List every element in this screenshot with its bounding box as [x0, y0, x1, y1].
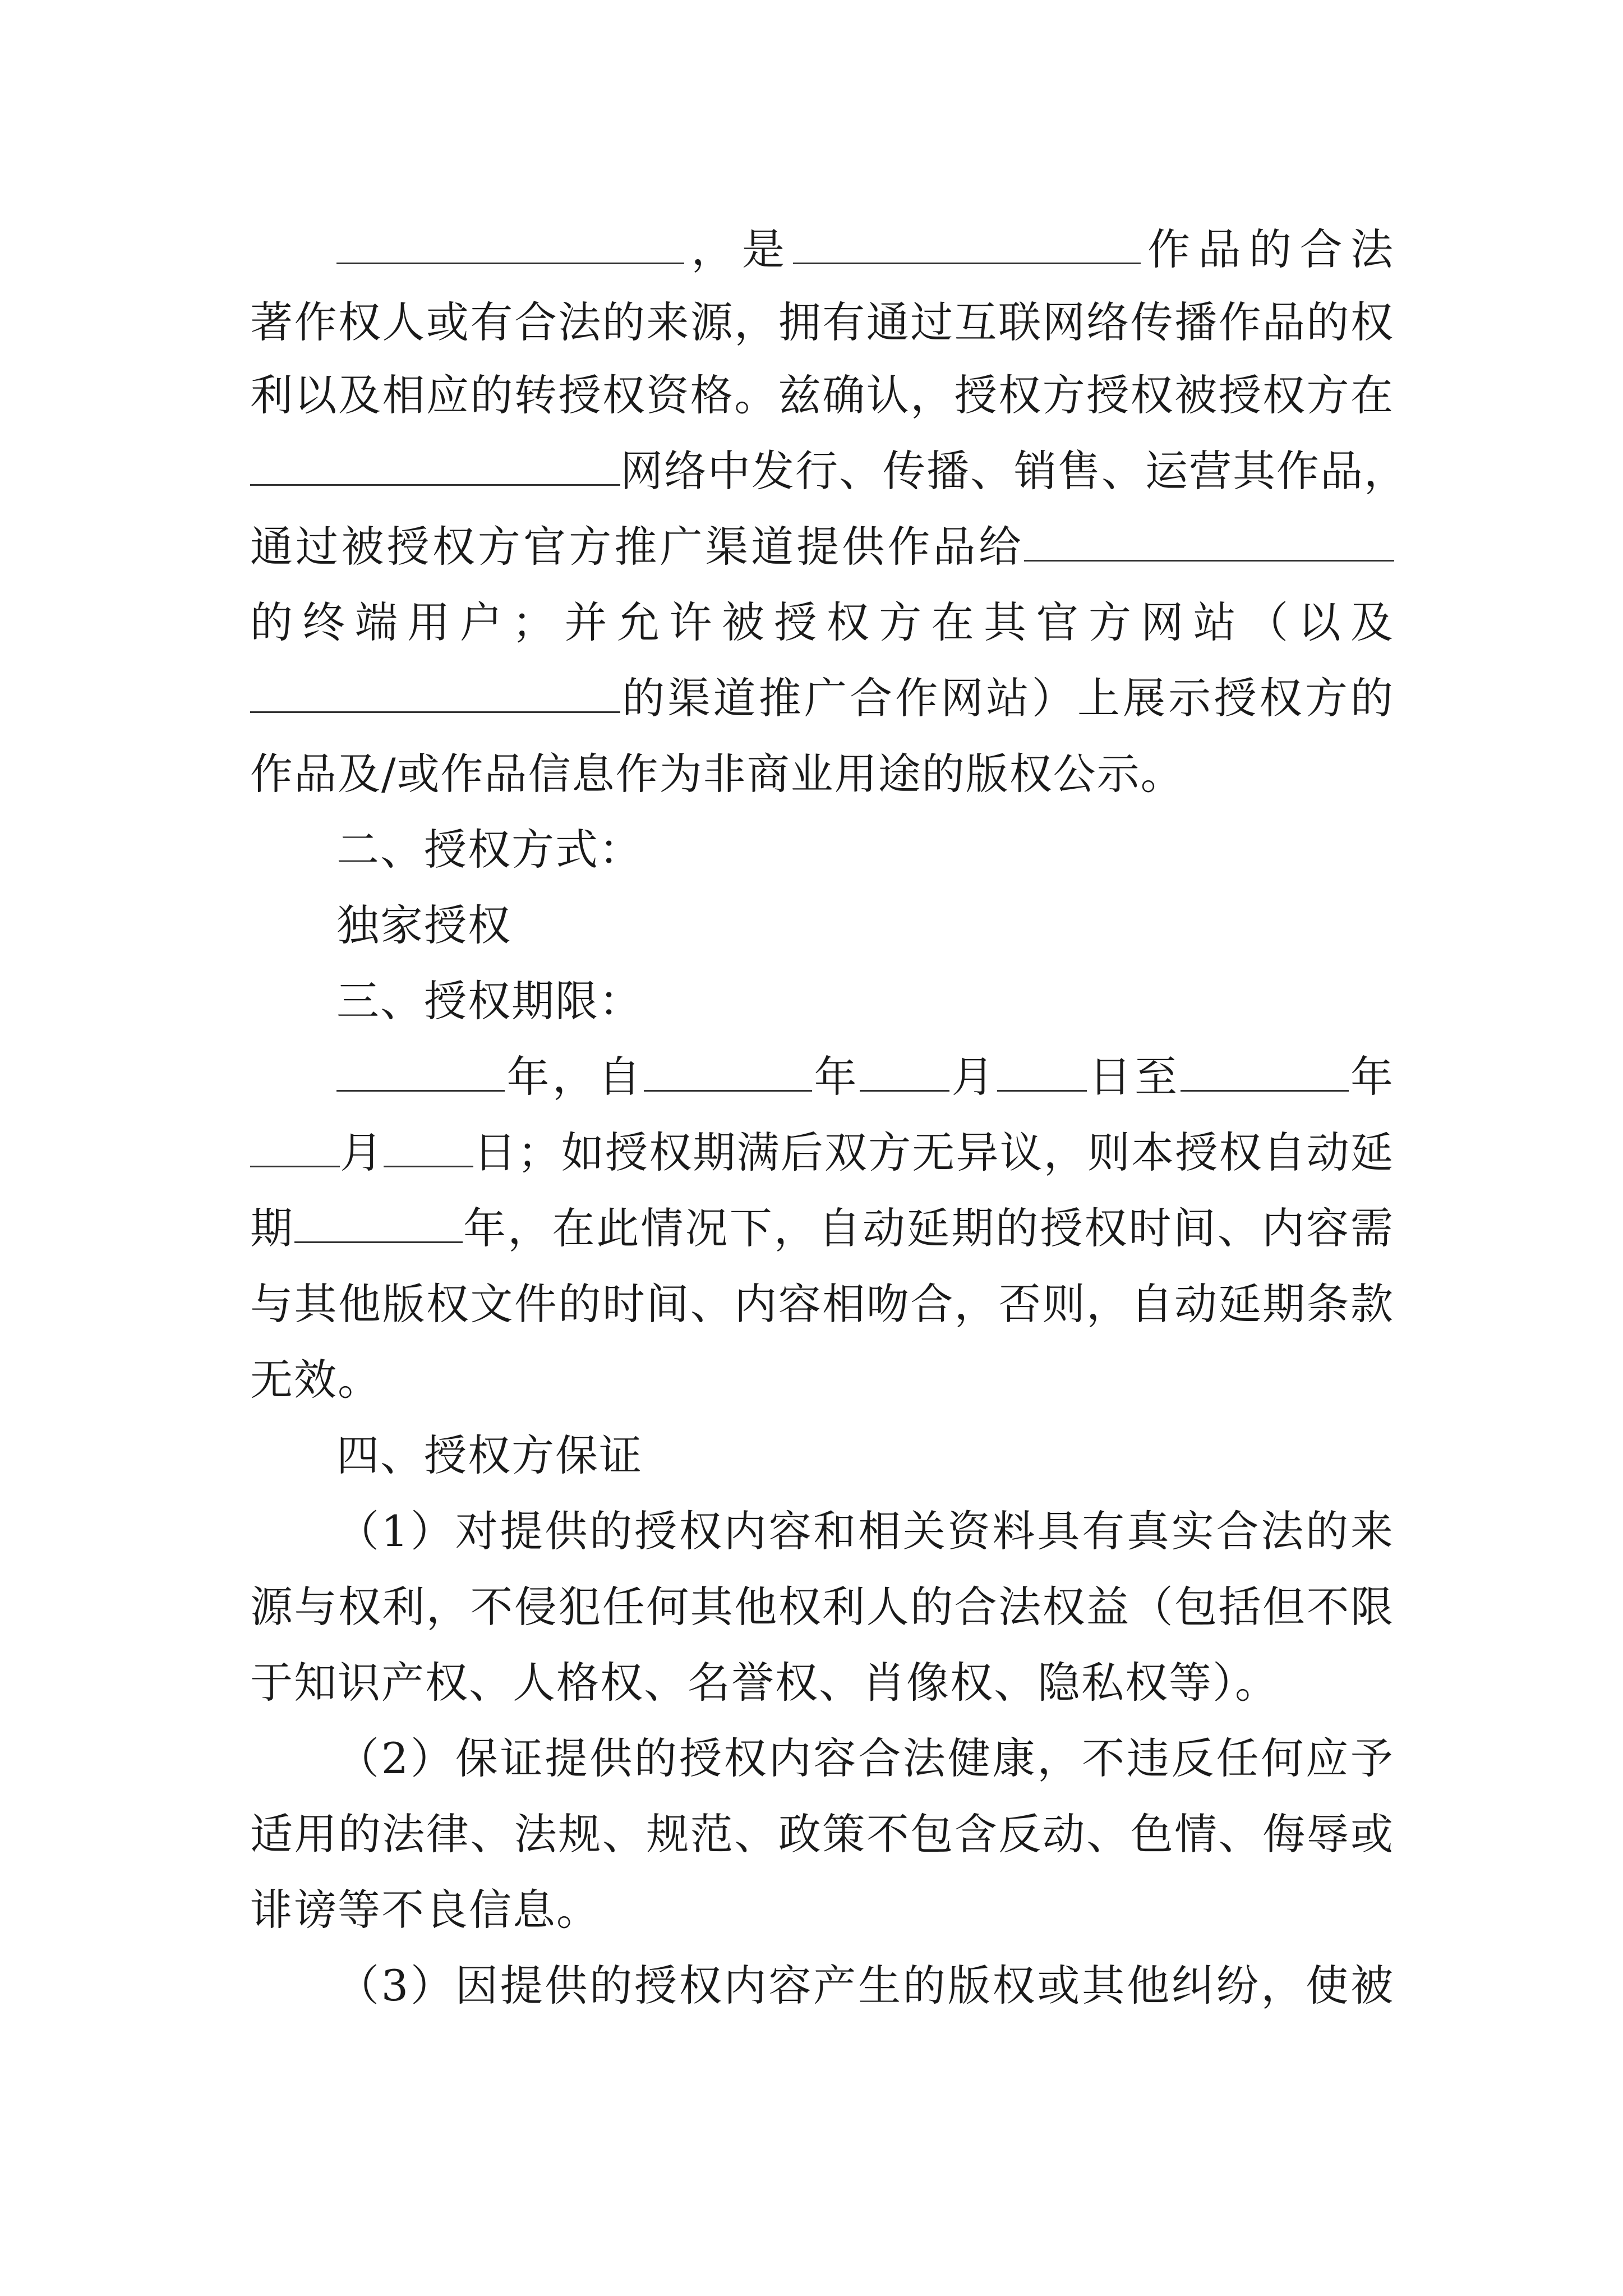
fill-blank[interactable]: [997, 1051, 1087, 1092]
paragraph-line: 网络中发行、传播、销售、运营其作品，: [250, 443, 1394, 499]
paragraph-line: 诽谤等不良信息。: [250, 1885, 600, 1935]
paragraph-line: 通过被授权方官方推广渠道提供作品给: [250, 519, 1394, 575]
fill-blank[interactable]: [793, 223, 1141, 264]
fill-blank[interactable]: [1181, 1051, 1349, 1092]
fill-blank[interactable]: [250, 445, 620, 486]
fill-blank[interactable]: [294, 1202, 463, 1243]
authorization-method: 独家授权: [336, 900, 511, 950]
paragraph-line: 年，自 年 月 日至 年: [336, 1049, 1394, 1105]
paragraph-line: 无效。: [250, 1355, 381, 1405]
paragraph-line: 利以及相应的转授权资格。兹确认，授权方授权被授权方在: [250, 370, 1394, 420]
paragraph-line: 作品及/或作品信息作为非商业用途的版权公示。: [250, 749, 1184, 799]
paragraph-line: 适用的法律、法规、规范、政策不包含反动、色情、侮辱或: [250, 1809, 1394, 1859]
fill-blank[interactable]: [336, 1051, 505, 1092]
fill-blank[interactable]: [336, 223, 684, 264]
section-heading: 二、授权方式：: [336, 825, 643, 875]
paragraph-line: 源与权利，不侵犯任何其他权利人的合法权益（包括但不限: [250, 1582, 1394, 1632]
section-heading: 三、授权期限：: [336, 976, 643, 1026]
paragraph-line: 著作权人或有合法的来源，拥有通过互联网络传播作品的权: [250, 297, 1394, 347]
paragraph-line: ，是 作品的合法: [336, 222, 1394, 278]
paragraph-line: 与其他版权文件的时间、内容相吻合，否则，自动延期条款: [250, 1279, 1394, 1329]
fill-blank[interactable]: [250, 672, 620, 713]
paragraph-line: 于知识产权、人格权、名誉权、肖像权、隐私权等）。: [250, 1658, 1279, 1708]
fill-blank[interactable]: [860, 1051, 949, 1092]
paragraph-line: （1）对提供的授权内容和相关资料具有真实合法的来: [336, 1506, 1394, 1556]
paragraph-line: （3）因提供的授权内容产生的版权或其他纠纷，使被: [336, 1961, 1394, 2010]
paragraph-line: 月 日；如授权期满后双方无异议，则本授权自动延: [250, 1125, 1394, 1181]
fill-blank[interactable]: [250, 1126, 340, 1167]
fill-blank[interactable]: [1024, 521, 1394, 562]
paragraph-line: （2）保证提供的授权内容合法健康，不违反任何应予: [336, 1733, 1394, 1783]
paragraph-line: 的渠道推广合作网站）上展示授权方的: [250, 670, 1394, 726]
fill-blank[interactable]: [644, 1051, 812, 1092]
section-heading: 四、授权方保证: [336, 1430, 643, 1480]
fill-blank[interactable]: [384, 1126, 473, 1167]
paragraph-line: 期 年，在此情况下，自动延期的授权时间、内容需: [250, 1203, 1395, 1253]
paragraph-line: 的终端用户；并允许被授权方在其官方网站（以及: [250, 597, 1394, 647]
